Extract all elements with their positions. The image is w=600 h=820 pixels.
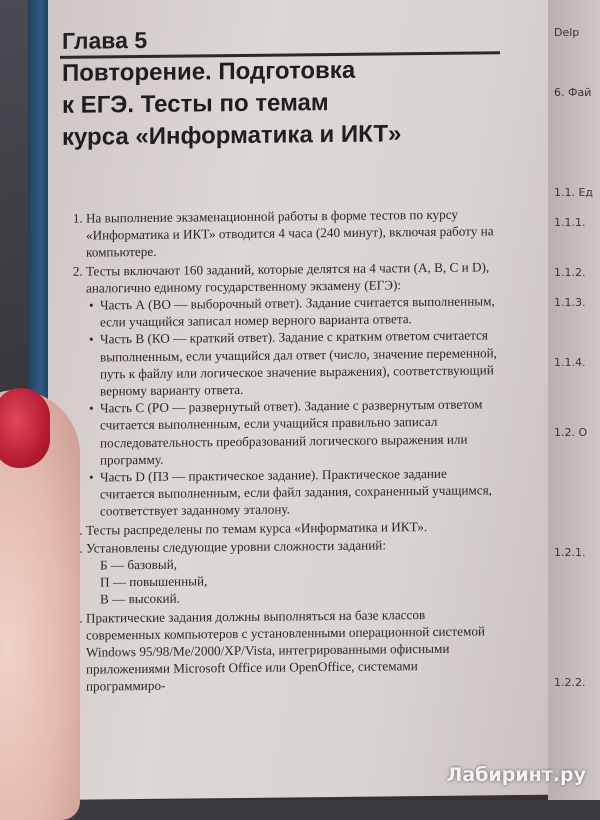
- part-item: • Часть В (КО — краткий ответ). Задание с кратким ответом считается выполненным, если учащийся дал ответ (число, значение переменной, путь к файлу или логическое значение выражения), соответствующий верному варианту ответа.: [100, 327, 498, 400]
- list-item-text: Практические задания должны выполняться на базе классов современных компьютеров с установленными операционной системой Windows 95/98/Me/2000/XP/Vista, интегрированными офисными приложениями Microsoft Office или OpenOffice, системами программиро-: [86, 606, 485, 695]
- list-item: [86, 205, 498, 261]
- side-text: 1.1.1.: [554, 216, 586, 229]
- level-item: В — высокий.: [100, 591, 180, 607]
- side-text: 1.1. Ед: [554, 186, 594, 199]
- facing-page-edge: [548, 0, 600, 800]
- numbered-list: [68, 205, 498, 695]
- side-text: 1.1.4.: [554, 356, 586, 369]
- page-content: [68, 205, 498, 696]
- list-item-text: На выполнение экзаменационной работы в форме тестов по курсу «Информатика и ИКТ» отводится 4 часа (240 минут), включая работу на компьютере.: [86, 206, 494, 261]
- list-item-text: Тесты распределены по темам курса «Информатика и ИКТ».: [86, 518, 428, 538]
- side-text: 6. Фай: [554, 86, 592, 99]
- list-item: [86, 605, 498, 695]
- level-item: Б — базовый,: [100, 556, 178, 573]
- list-item-text: Установлены следующие уровни сложности заданий:: [86, 537, 387, 556]
- page-title: Повторение. Подготовка к ЕГЭ. Тесты по темам курса «Информатика и ИКТ»: [62, 56, 402, 151]
- list-item: [86, 535, 498, 608]
- side-text: 1.1.2.: [554, 266, 586, 279]
- side-text: Delp: [554, 26, 580, 39]
- book-page: [48, 0, 556, 800]
- painted-fingernail: [0, 388, 50, 468]
- part-item: • Часть С (РО — развернутый ответ). Задание с развернутым ответом считается выполненным, если учащийся правильно записал последовательность преобразований логического выражения или программу.: [100, 396, 498, 469]
- watermark-logo: Лабиринт.ру: [446, 764, 586, 786]
- chapter-label: Глава 5: [62, 26, 148, 54]
- part-item: • Часть А (ВО — выборочный ответ). Задание считается выполненным, если учащийся записал номер верного варианта ответа.: [100, 292, 498, 331]
- side-text: 1.2.2.: [554, 676, 586, 689]
- level-item: П — повышенный,: [100, 573, 208, 590]
- list-item-text: Тесты включают 160 заданий, которые делятся на 4 части (A, B, C и D), аналогично единому государственному экзамену (ЕГЭ):: [86, 258, 490, 296]
- list-item: [86, 258, 498, 520]
- side-text: 1.2. О: [554, 426, 588, 439]
- parts-list: [86, 292, 498, 520]
- part-item: • Часть D (ПЗ — практическое задание). Практическое задание считается выполненным, если файл задания, сохраненный учащимся, соответствует заданному эталону.: [100, 464, 498, 520]
- side-text: 1.1.3.: [554, 296, 586, 309]
- side-text: 1.2.1.: [554, 546, 586, 559]
